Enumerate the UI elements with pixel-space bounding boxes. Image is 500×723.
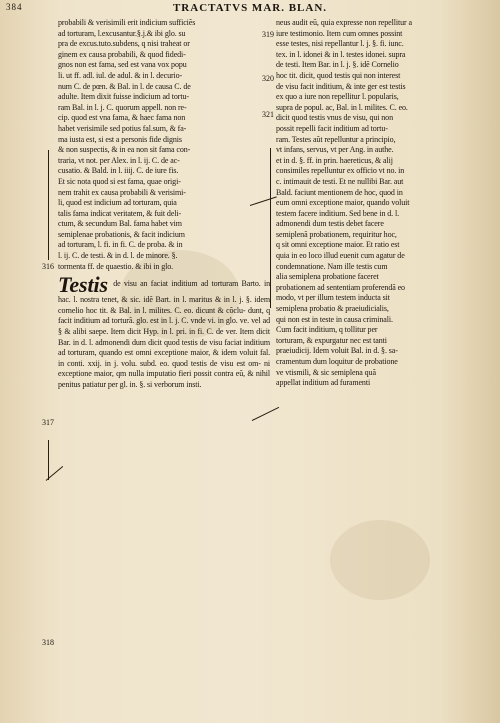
text-line: quia in eo loco illud euenit cum agatur de bbox=[276, 251, 405, 261]
text-line: tit. & Bal. in l. milites. C. eo. dicunt & cõclu- bbox=[99, 305, 246, 315]
text-line: ram. Testes aũt repelluntur a principio, bbox=[276, 134, 396, 144]
text-line: talis fama indicat veritatem, & fuit deli- bbox=[58, 208, 182, 218]
text-line: habet verisimile sed potius fal.sum, & fa- bbox=[58, 123, 187, 133]
text-line: ram Bal. in l. j. C. quorum appell. non re- bbox=[58, 102, 187, 112]
text-line: et in d. §. ff. in prin. haereticus, & alij bbox=[276, 155, 393, 165]
text-line: torturam, & expurgatur nec est tanti bbox=[276, 335, 387, 345]
text-line: saepe. Item dicit Hyp. in l. pri. in fi. C. de bbox=[89, 327, 224, 337]
text-line: l. j. C. vnde vi. in glo. ve. vel ad § & alibi bbox=[58, 316, 270, 337]
folio-number: 384 bbox=[6, 2, 23, 12]
text-line: cusatio. & Bald. in l. iiij. C. de iure fis. bbox=[58, 166, 179, 176]
text-line: num C. de pœn. & Bal. in l. de causa C. de bbox=[58, 81, 191, 91]
right-text-column bbox=[276, 18, 486, 718]
text-line: Et sic nota quod si est fama, quae origi- bbox=[58, 176, 181, 186]
drop-cap-word: Testis bbox=[58, 272, 108, 298]
text-line: admonendi dum testis debet facere bbox=[276, 219, 384, 229]
text-line: possit repelli facit inditium ad tortu- bbox=[276, 123, 388, 133]
text-line: traria, vt not. per Alex. in l. ij. C. de ac- bbox=[58, 155, 180, 165]
text-line: condemnatione. Nam ille testis cum bbox=[276, 261, 388, 271]
text-line: nostra tenet, & sic. idẽ Bart. bbox=[80, 295, 171, 305]
text-line: & non suspectis, & in ea non sit fama con- bbox=[58, 145, 191, 155]
text-line: ginem ex causa probabili, & quod fidedi- bbox=[58, 49, 186, 59]
text-line: ad torturam, l.excusantur.§.j.& ibi glo. su bbox=[58, 28, 186, 38]
text-line: iure testimonio. Item cum omnes possint bbox=[276, 28, 403, 38]
text-line: appellat inditium ad furamenti bbox=[276, 378, 371, 388]
text-line: cip. quod est vna fama, & haec fama non bbox=[58, 113, 186, 123]
text-line: li, quod est indicium ad torturam, quia bbox=[58, 198, 177, 208]
text-line: patiatur per gl. in. §. si verborum insti. bbox=[82, 380, 202, 389]
text-line: tormenta ff. de quaestio. & ibi in glo. bbox=[58, 261, 174, 271]
text-line: semiplenae probationis, & facit indicium bbox=[58, 229, 185, 239]
text-line: in l. maritus & in l. j. §. idem cornelio hoc bbox=[58, 295, 270, 315]
text-line: li. ut ff. adl. iul. de adul. & in l. decurio- bbox=[58, 70, 183, 80]
text-line: probabili & verisimili erit indicium sufficiẽs bbox=[58, 18, 196, 27]
text-line: ni exceptione maior, qm nulla imputatio bbox=[58, 358, 270, 379]
text-line: c. intimauit de testi. Et ne nullibi Bar. aut bbox=[276, 176, 404, 186]
text-line: ctum, & secundum Bal. fama habet vim bbox=[58, 219, 182, 229]
text-line: testem facere inditium. Sed bene in d. l. bbox=[276, 208, 399, 218]
text-line: ad torturam, quando est omni exceptione bbox=[58, 348, 188, 358]
margin-bracket bbox=[48, 440, 49, 480]
margin-number: 319 bbox=[262, 30, 274, 39]
text-line: hoc tit. dicit, quod testis qui non interest bbox=[276, 70, 401, 80]
text-line: neus audit eũ, quia expresse non repellitur a bbox=[276, 18, 412, 27]
margin-bracket bbox=[48, 150, 49, 260]
text-line: ve vtismili, & sic semiplena quã bbox=[276, 367, 376, 377]
text-line: nem trahit ex causa probabili & verisimi- bbox=[58, 187, 186, 197]
text-line: dunt, q facit inditium ad torturã. glo. est in bbox=[58, 305, 270, 326]
text-line: adulte. Item dixit fuisse indicium ad tortu- bbox=[58, 92, 189, 102]
text-line: maior, & idem voluit fal. in conti. xxij. in j. bbox=[58, 348, 270, 368]
text-line: l. ij. C. de testi. & in d. l. de minore. §. bbox=[58, 251, 178, 261]
text-line: semiplena probatio & praeiudicialis, bbox=[276, 304, 389, 314]
text-line: esse testes, nisi repellantur l. j. §. fi. iunc. bbox=[276, 39, 404, 49]
running-header bbox=[0, 2, 500, 18]
text-line: dicit quod testis de visu faciat inditium bbox=[148, 337, 270, 347]
text-line: gnos non est fama, sed est vana vox popu bbox=[58, 60, 187, 70]
text-line: cramentum dum loquitur de probatione bbox=[276, 357, 398, 366]
left-text-column bbox=[58, 18, 270, 718]
text-line: de visu an faciat inditium bbox=[113, 279, 198, 289]
text-line: semiplenã probationem, requiritur hoc, bbox=[276, 229, 397, 239]
margin-number: 318 bbox=[42, 638, 54, 647]
text-line: supra de popul. ac, Bal. in l. milites. C. eo. bbox=[276, 102, 408, 112]
margin-bracket bbox=[270, 148, 271, 308]
text-line: qui non est in teste in causa criminali. bbox=[276, 314, 393, 324]
text-line: volu. subd. eo. quod testis de visu est om- bbox=[121, 358, 261, 368]
page-title: TRACTATVS MAR. BLAN. bbox=[172, 2, 328, 14]
text-line: tex. in l. idonei & in l. testes idonei. supra bbox=[276, 49, 406, 59]
text-line: de testi. Item Bar. in l. j. §. idẽ Cornelio bbox=[276, 60, 399, 70]
text-line: de visu facit inditium, & inte ger est testis bbox=[276, 81, 406, 91]
margin-number: 317 bbox=[42, 418, 54, 427]
text-line: ex quo a iure non repellitur l. popularis, bbox=[276, 92, 399, 102]
text-line: eum omni exceptione maior, quando voluit bbox=[276, 198, 410, 208]
text-line: dicit quod testis vnus de visu, qui non bbox=[276, 113, 393, 123]
text-line: ad torturam Barto. in hac. l. bbox=[58, 279, 270, 305]
text-line: alia semiplena probatione faceret bbox=[276, 272, 379, 282]
margin-number: 316 bbox=[42, 262, 54, 271]
text-line: ma iusta est, si est a personis fide dignis bbox=[58, 134, 182, 144]
text-line: vt infans, servus, vt per Ang. in authe. bbox=[276, 145, 394, 155]
text-line: probationem ad sententiam proferendã eo bbox=[276, 282, 405, 292]
text-line: Cum facit inditium, q tollitur per bbox=[276, 325, 378, 335]
text-line: Bald. faciunt mentionem de hoc, quod in bbox=[276, 187, 403, 197]
text-line: q sit omni exceptione maior. Et ratio est bbox=[276, 240, 400, 250]
text-line: ad torturam, l. fi. in fi. C. de proba. & in bbox=[58, 240, 183, 250]
text-line: praeiudicij. Idem voluit Bal. in d. §. sa- bbox=[276, 346, 398, 356]
text-line: fieri possit contra eũ, & nihil penitus bbox=[58, 369, 270, 389]
text-line: modo, vt per illum testem inducta sit bbox=[276, 293, 390, 303]
text-line: ver. Item dicit Bar. in d. l. admonendi dum bbox=[58, 327, 270, 347]
text-line: consimiles repelluntur ex officio vt no. in bbox=[276, 166, 405, 176]
margin-number: 321 bbox=[262, 110, 274, 119]
margin-number: 320 bbox=[262, 74, 274, 83]
text-line: pra de excus.tuto.subdens, q nisi traheat or bbox=[58, 39, 190, 49]
